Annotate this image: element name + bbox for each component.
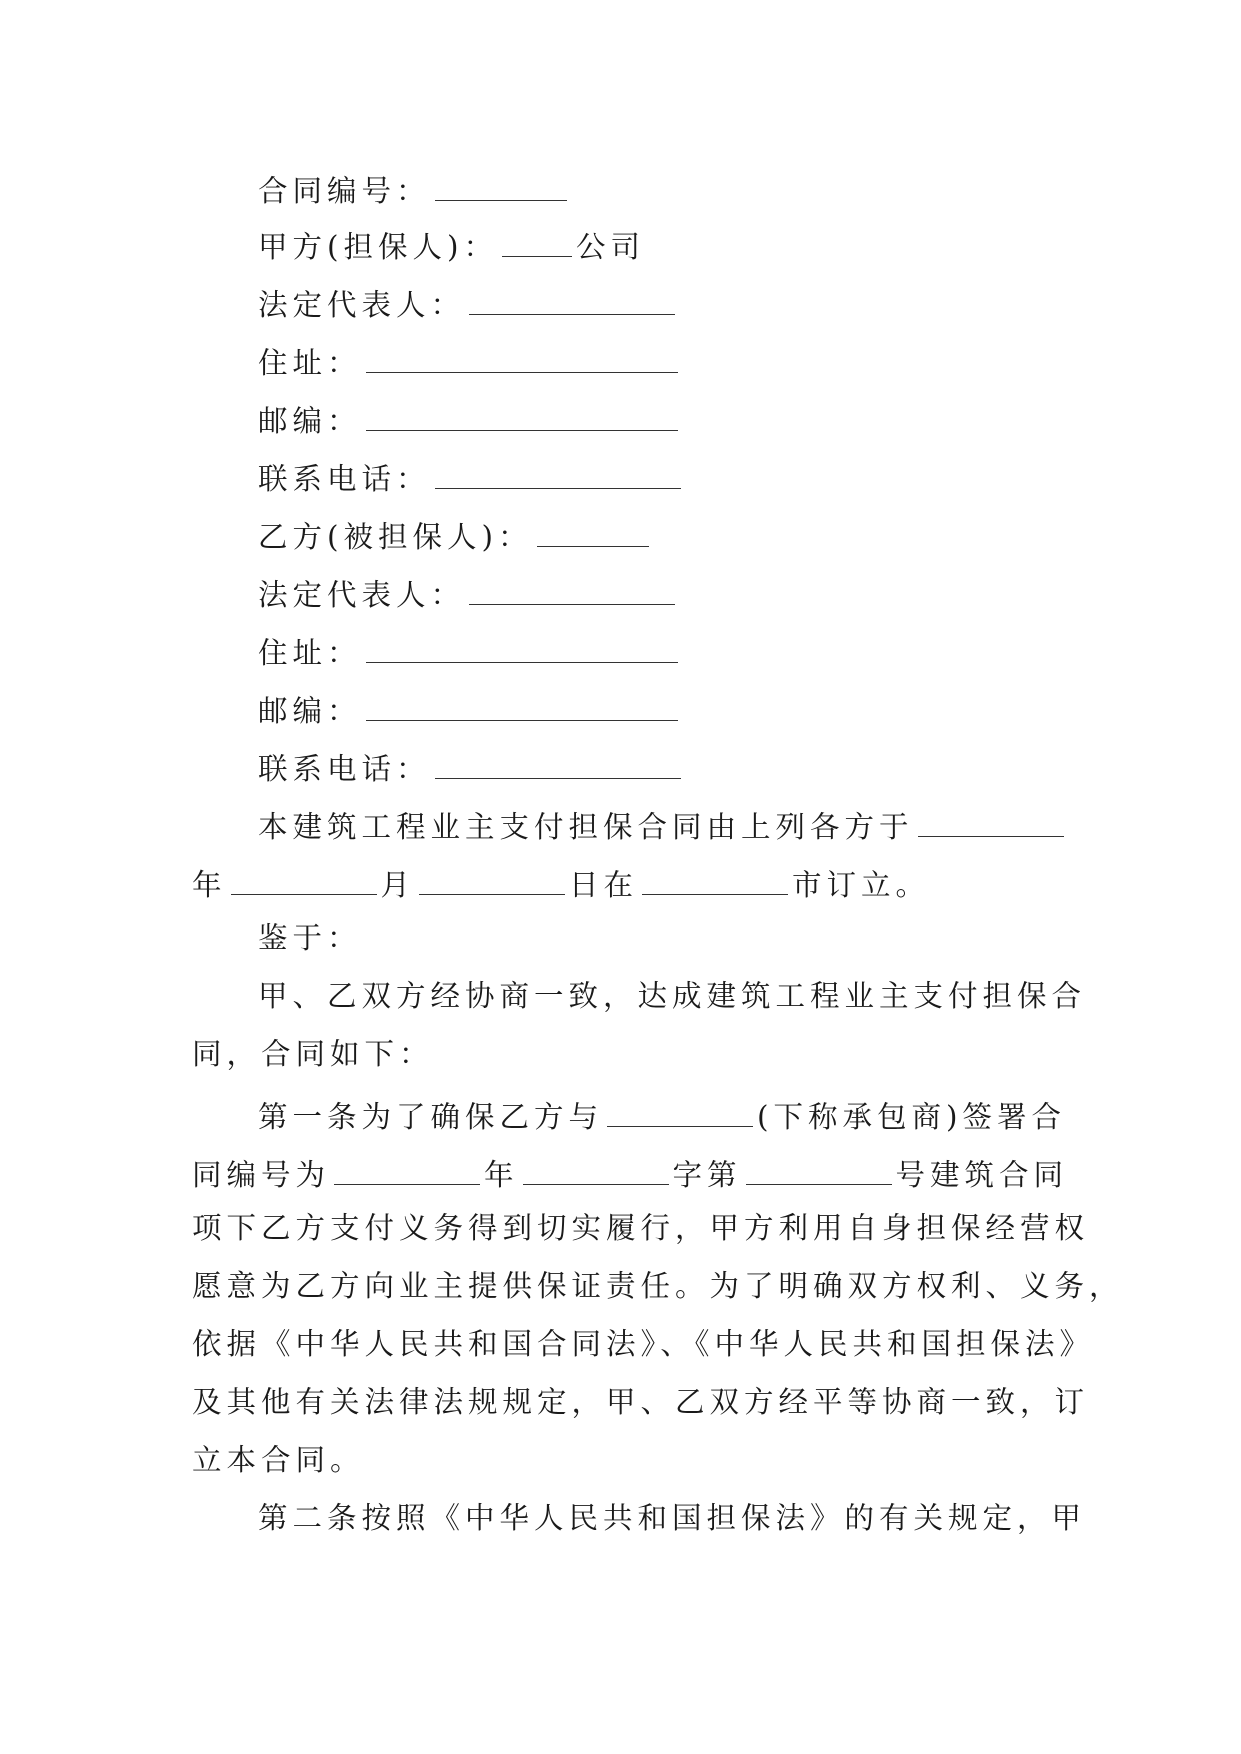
party-b-legal-rep-blank[interactable] [469, 570, 675, 605]
party-b-postcode-label: 邮编： [258, 694, 362, 728]
article1-text-3: 项下乙方支付义务得到切实履行，甲方利用自身担保经营权 [192, 1211, 1090, 1245]
party-a-legal-rep-blank[interactable] [469, 280, 675, 315]
party-b-legal-rep-label: 法定代表人： [258, 578, 466, 612]
party-a-suffix: 公司 [576, 230, 646, 264]
party-a-label: 甲方(担保人)： [258, 230, 499, 264]
party-b-phone-blank[interactable] [435, 744, 681, 779]
article2-line-1 [258, 1498, 1086, 1538]
party-b-line [258, 512, 653, 557]
party-b-label: 乙方(被担保人)： [258, 520, 533, 554]
intro-date-blank[interactable] [918, 802, 1064, 837]
party-a-postcode-label: 邮编： [258, 404, 362, 438]
party-a-address-blank[interactable] [366, 338, 678, 373]
day-at-label: 日在 [569, 868, 639, 902]
party-a-legal-rep-label: 法定代表人： [258, 288, 466, 322]
contract-number-label: 合同编号： [258, 174, 431, 208]
party-a-postcode-line [258, 396, 682, 441]
article1-line-5 [192, 1324, 1094, 1364]
party-a-phone-label: 联系电话： [258, 462, 431, 496]
month-blank[interactable] [419, 860, 565, 895]
article1-text-5: 依据《中华人民共和国合同法》、《中华人民共和国担保法》 [192, 1327, 1095, 1361]
party-b-phone-label: 联系电话： [258, 752, 431, 786]
party-b-phone-line [258, 744, 685, 789]
article1-text-2b: 年 [484, 1158, 519, 1192]
agreement-line-1 [258, 976, 1086, 1016]
article1-text-4: 愿意为乙方向业主提供保证责任。为了明确双方权利、义务， [192, 1269, 1124, 1303]
whereas-line [258, 918, 362, 958]
year-label: 年 [192, 868, 227, 902]
party-a-address-line [258, 338, 682, 383]
party-a-blank[interactable] [502, 222, 572, 257]
article1-text-2d: 号建筑合同 [895, 1158, 1069, 1192]
year-blank[interactable] [231, 860, 377, 895]
agreement-text-1: 甲、乙双方经协商一致，达成建筑工程业主支付担保合 [258, 979, 1087, 1013]
party-b-postcode-line [258, 686, 682, 731]
article1-line-7 [192, 1440, 365, 1480]
intro-line-1 [258, 802, 1068, 847]
intro-text: 本建筑工程业主支付担保合同由上列各方于 [258, 810, 914, 844]
article1-text-2c: 字第 [672, 1158, 742, 1192]
contract-year-blank[interactable] [334, 1150, 480, 1185]
party-a-postcode-blank[interactable] [366, 396, 678, 431]
party-a-phone-line [258, 454, 685, 499]
article1-line-6 [192, 1382, 1089, 1422]
article2-text-1: 第二条按照《中华人民共和国担保法》的有关规定，甲 [258, 1501, 1087, 1535]
agreement-line-2 [192, 1034, 434, 1074]
article1-line-3 [192, 1208, 1089, 1248]
party-a-line [258, 222, 645, 267]
party-a-phone-blank[interactable] [435, 454, 681, 489]
article1-text-7: 立本合同。 [192, 1443, 365, 1477]
city-blank[interactable] [642, 860, 788, 895]
party-b-address-blank[interactable] [366, 628, 678, 663]
article1-text-1b: (下称承包商)签署合 [757, 1100, 1067, 1134]
article1-text-6: 及其他有关法律法规规定，甲、乙双方经平等协商一致，订 [192, 1385, 1090, 1419]
article1-line-2 [192, 1150, 1068, 1195]
city-label: 市订立。 [792, 868, 931, 902]
article1-text-1a: 第一条为了确保乙方与 [258, 1100, 604, 1134]
article1-line-1 [258, 1092, 1066, 1137]
contractor-blank[interactable] [607, 1092, 753, 1127]
month-label: 月 [380, 868, 416, 902]
party-b-address-label: 住址： [258, 636, 362, 670]
contract-char-blank[interactable] [523, 1150, 669, 1185]
article1-line-4 [192, 1266, 1124, 1306]
article1-text-2a: 同编号为 [192, 1158, 331, 1192]
whereas-text: 鉴于： [258, 921, 362, 955]
intro-line-2 [192, 860, 930, 905]
contract-number-line [258, 166, 571, 211]
contract-seq-blank[interactable] [746, 1150, 892, 1185]
party-a-address-label: 住址： [258, 346, 362, 380]
party-a-legal-rep-line [258, 280, 679, 325]
agreement-text-2: 同，合同如下： [192, 1037, 434, 1071]
party-b-postcode-blank[interactable] [366, 686, 678, 721]
party-b-address-line [258, 628, 682, 673]
party-b-legal-rep-line [258, 570, 679, 615]
contract-number-blank[interactable] [435, 166, 567, 201]
party-b-blank[interactable] [537, 512, 649, 547]
